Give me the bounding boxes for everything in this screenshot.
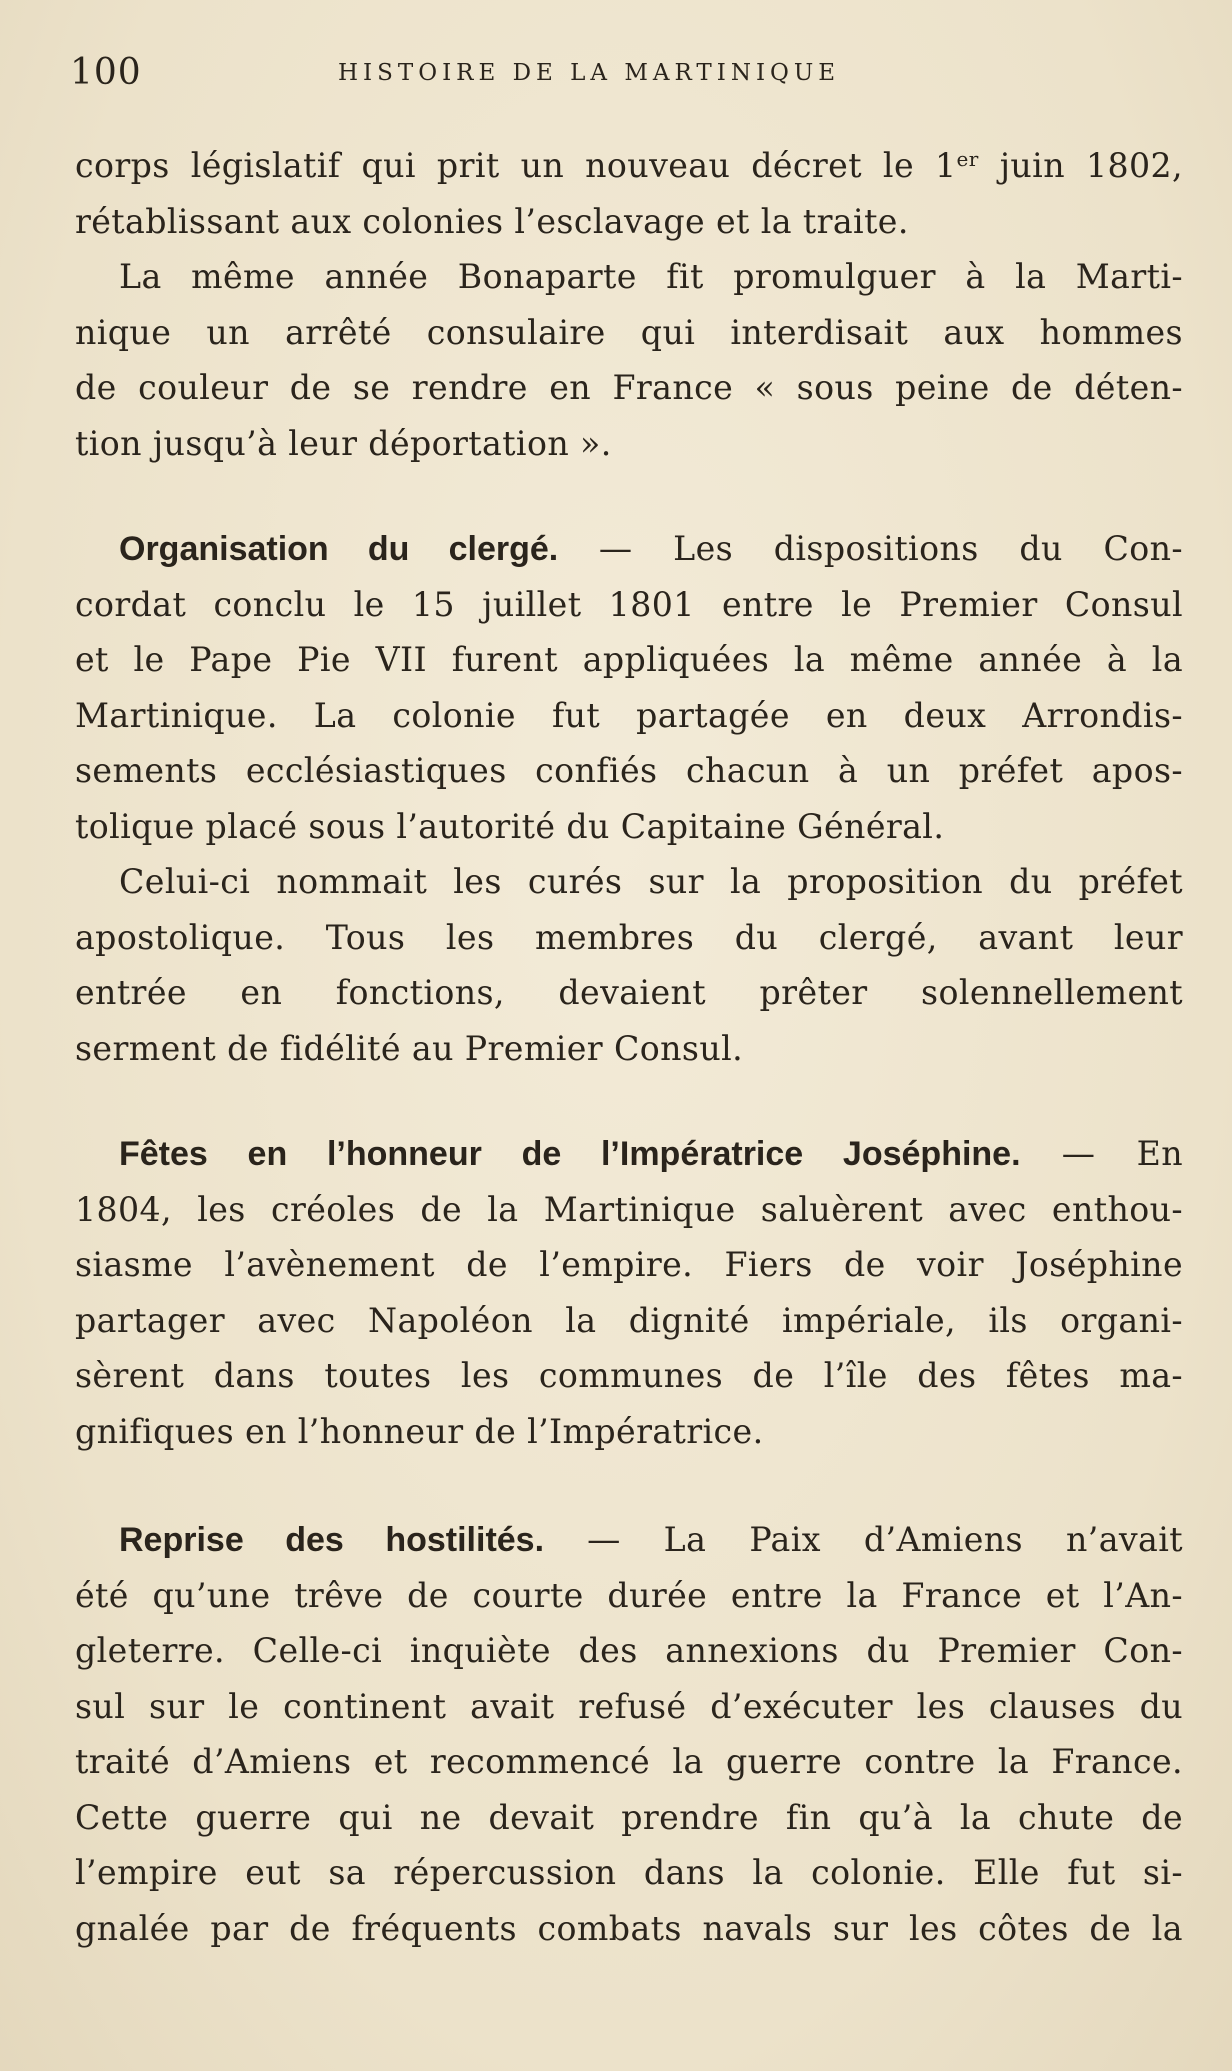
text-line: gnifiques en l’honneur de l’Impératrice. (75, 1411, 764, 1451)
text-line: rétablissant aux colonies l’esclavage et la traite. (75, 201, 909, 241)
text-line: sèrent dans toutes les communes de l’île des fêtes ma- (75, 1356, 1183, 1395)
text-line: gnalée par de fréquents combats navals sur les côtes de la (75, 1908, 1183, 1948)
text-line: 1804, les créoles de la Martinique saluèrent avec enthou- (75, 1189, 1183, 1229)
section-fetes-josephine (75, 1126, 1183, 1459)
text-line: été qu’une trêve de courte durée entre la France et l’An- (75, 1575, 1183, 1615)
text-line: sements ecclésiastiques confiés chacun à un préfet apos- (75, 751, 1183, 790)
text-line: apostolique. Tous les membres du clergé, avant leur (75, 917, 1183, 957)
page-header (60, 52, 1182, 102)
text-line: Martinique. La colonie fut partagée en deux Arrondis- (75, 695, 1183, 735)
text-line: tolique placé sous l’autorité du Capitaine Général. (75, 806, 945, 846)
text-line: et le Pape Pie VII furent appliquées la même année à la (75, 640, 1183, 679)
text-line (75, 1126, 1183, 1182)
text-fragment: corps législatif qui prit un nouveau décret le 1 (75, 146, 957, 185)
section-heading: Reprise des hostilités. (119, 1521, 545, 1559)
section-organisation-clerge (75, 521, 1183, 854)
text-line: La même année Bonaparte fit promulguer à la Marti- (119, 257, 1183, 296)
text-line: sul sur le continent avait refusé d’exécuter les clauses du (75, 1686, 1183, 1726)
page-number: 100 (70, 52, 142, 93)
text-line: l’empire eut sa répercussion dans la colonie. Elle fut si- (75, 1853, 1183, 1892)
text-line: entrée en fonctions, devaient prêter solennellement (75, 973, 1183, 1012)
text-fragment: — La Paix d’Amiens n’avait (544, 1520, 1183, 1559)
text-fragment: — En (1020, 1134, 1184, 1173)
text-line: de couleur de se rendre en France « sous peine de déten- (75, 368, 1183, 407)
section-heading: Organisation du clergé. (119, 530, 559, 568)
section-heading: Fêtes en l’honneur de l’Impératrice Joséphine. (119, 1135, 1021, 1173)
text-line: Celui-ci nommait les curés sur la proposition du préfet (119, 862, 1183, 901)
text-line (75, 521, 1183, 577)
paragraph-continuation (75, 138, 1183, 249)
text-fragment: juin 1802, (978, 146, 1183, 185)
text-line: Cette guerre qui ne devait prendre fin qu’à la chute de (75, 1797, 1183, 1837)
text-line: nique un arrêté consulaire qui interdisait aux hommes (75, 312, 1183, 352)
text-line (75, 1512, 1183, 1568)
text-line: serment de fidélité au Premier Consul. (75, 1028, 744, 1068)
paragraph-cures (75, 854, 1183, 1076)
section-reprise-hostilites (75, 1512, 1183, 1956)
running-title: HISTOIRE DE LA MARTINIQUE (338, 60, 841, 86)
text-line: traité d’Amiens et recommencé la guerre contre la France. (75, 1742, 1183, 1781)
text-fragment: — Les dispositions du Con- (558, 529, 1184, 568)
paragraph-bonaparte (75, 249, 1183, 471)
text-line: gleterre. Celle-ci inquiète des annexions du Premier Con- (75, 1631, 1183, 1670)
superscript: er (956, 147, 979, 171)
text-line: cordat conclu le 15 juillet 1801 entre le Premier Consul (75, 584, 1183, 624)
text-line: partager avec Napoléon la dignité impériale, ils organi- (75, 1300, 1183, 1340)
text-line: tion jusqu’à leur déportation ». (75, 423, 612, 463)
text-line: siasme l’avènement de l’empire. Fiers de voir Joséphine (75, 1245, 1183, 1284)
text-line (75, 138, 1183, 194)
